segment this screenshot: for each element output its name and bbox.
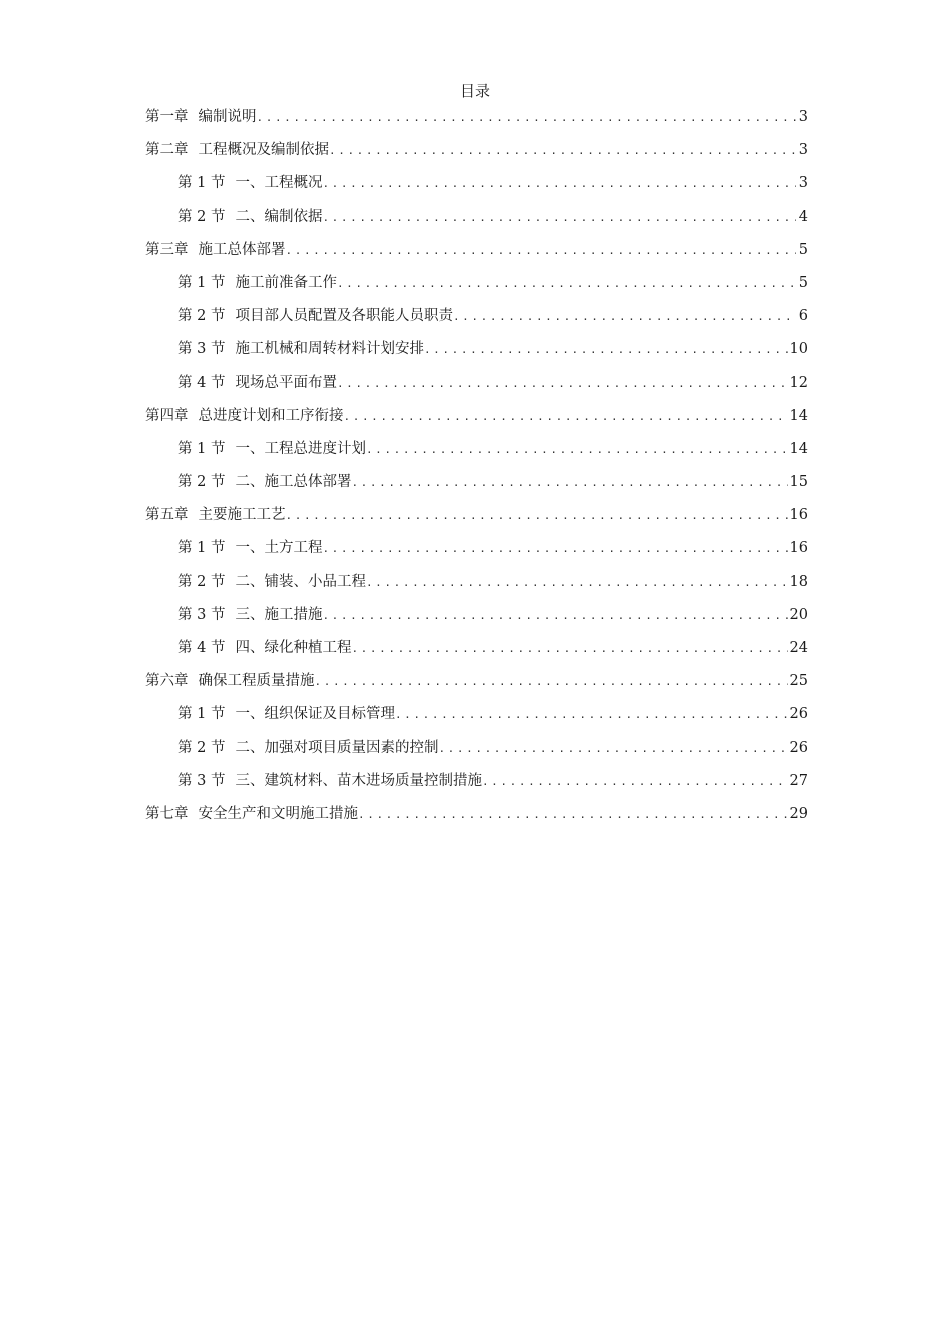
- toc-entry-label: [178, 571, 366, 593]
- toc-entry-number: 第 1 节: [178, 706, 226, 723]
- toc-entry-number: 第 1 节: [178, 274, 226, 291]
- dot-leader: [286, 505, 788, 527]
- dot-leader: [358, 804, 788, 826]
- toc-entry-text: 二、编制依据: [235, 208, 323, 225]
- toc-entry[interactable]: [145, 637, 808, 670]
- toc-entry-number: 第 3 节: [178, 772, 226, 789]
- toc-entry[interactable]: [145, 405, 808, 438]
- toc-entry-text: 现场总平面布置: [235, 374, 337, 391]
- toc-entry-text: 施工前准备工作: [235, 274, 337, 291]
- toc-entry-page: 5: [798, 274, 808, 291]
- toc-entry[interactable]: [145, 272, 808, 305]
- toc-entry-number: 第 2 节: [178, 739, 226, 756]
- toc-entry[interactable]: [145, 206, 808, 239]
- toc-entry-label: [145, 504, 286, 526]
- toc-entry-page: 20: [789, 606, 808, 623]
- toc-entry-page: 3: [798, 175, 808, 192]
- toc-entry-label: [178, 438, 366, 460]
- toc-entry-page: 16: [789, 540, 808, 557]
- toc-entry[interactable]: [145, 139, 808, 172]
- toc-entry-number: 第 2 节: [178, 308, 226, 325]
- toc-entry-text: 四、绿化种植工程: [235, 640, 352, 656]
- toc-entry-label: [178, 305, 453, 327]
- toc-entry-text: 工程概况及编制依据: [198, 142, 329, 159]
- toc-entry-page: 10: [789, 341, 808, 358]
- toc-entry-label: [178, 471, 351, 493]
- toc-entry[interactable]: [145, 504, 808, 537]
- toc-entry-page: 12: [789, 374, 808, 391]
- dot-leader: [424, 339, 788, 361]
- toc-entry[interactable]: [145, 770, 808, 803]
- toc-entry-label: [178, 372, 337, 394]
- toc-entry-number: 第三章: [145, 241, 189, 258]
- toc-entry-page: 18: [789, 573, 808, 590]
- toc-entry-number: 第 3 节: [178, 606, 226, 623]
- toc-entry[interactable]: [145, 670, 808, 703]
- dot-leader: [337, 273, 796, 295]
- toc-entry-page: 26: [789, 706, 808, 723]
- toc-entry-label: [178, 206, 322, 228]
- toc-entry-page: 16: [789, 507, 808, 524]
- toc-entry[interactable]: [145, 604, 808, 637]
- toc-entry-number: 第 1 节: [178, 440, 226, 457]
- toc-entry[interactable]: [145, 737, 808, 770]
- toc-entry-text: 总进度计划和工序衔接: [198, 407, 344, 424]
- toc-entry-number: 第 1 节: [178, 175, 226, 192]
- dot-leader: [395, 704, 788, 726]
- toc-entry-text: 安全生产和文明施工措施: [198, 805, 358, 822]
- toc-entry-label: [145, 239, 286, 261]
- toc-entry[interactable]: [145, 239, 808, 272]
- toc-entry-label: [178, 637, 351, 659]
- toc-entry-label: [178, 737, 438, 759]
- toc-entry-number: 第 3 节: [178, 341, 226, 358]
- dot-leader: [366, 572, 788, 594]
- toc-entry[interactable]: [145, 803, 808, 836]
- toc-entry-page: 24: [789, 640, 808, 656]
- dot-leader: [322, 173, 796, 195]
- toc-entry-text: 三、施工措施: [235, 606, 323, 623]
- toc-entry-text: 一、工程概况: [235, 175, 323, 192]
- toc-entry[interactable]: [145, 372, 808, 405]
- toc-entry[interactable]: [145, 106, 808, 139]
- toc-title: 目录: [459, 82, 490, 100]
- toc-entry-page: 26: [789, 739, 808, 756]
- toc-entry-page: 5: [798, 241, 808, 258]
- toc-entry-number: 第五章: [145, 507, 189, 524]
- toc-entry-text: 一、土方工程: [235, 540, 323, 557]
- toc-entry-text: 施工机械和周转材料计划安排: [235, 341, 424, 358]
- dot-leader: [322, 207, 796, 229]
- toc-entry-page: 25: [789, 673, 808, 690]
- toc-entry-label: [178, 770, 482, 792]
- toc-entry-text: 二、铺装、小品工程: [235, 573, 366, 590]
- dot-leader: [482, 771, 788, 793]
- dot-leader: [453, 306, 796, 328]
- toc-entry-page: 27: [789, 772, 808, 789]
- toc-entry-label: [145, 803, 358, 825]
- toc-entry-number: 第二章: [145, 142, 189, 159]
- toc-entry-number: 第四章: [145, 407, 189, 424]
- dot-leader: [344, 406, 788, 428]
- toc-entry[interactable]: [145, 703, 808, 736]
- toc-entry-page: 29: [789, 805, 808, 822]
- dot-leader: [315, 671, 788, 693]
- toc-entry[interactable]: [145, 571, 808, 604]
- dot-leader: [337, 373, 788, 395]
- toc-entry-label: [178, 172, 322, 194]
- toc-entry[interactable]: [145, 305, 808, 338]
- toc-list: [145, 106, 808, 836]
- dot-leader: [322, 605, 787, 627]
- toc-entry-number: 第 4 节: [178, 640, 226, 656]
- toc-entry-number: 第 2 节: [178, 474, 226, 491]
- toc-entry-page: 3: [798, 142, 808, 159]
- toc-entry-number: 第 2 节: [178, 573, 226, 590]
- toc-entry-text: 确保工程质量措施: [198, 673, 315, 690]
- toc-entry-number: 第 4 节: [178, 374, 226, 391]
- toc-entry-label: [145, 405, 344, 427]
- dot-leader: [351, 472, 787, 494]
- toc-entry[interactable]: [145, 438, 808, 471]
- toc-entry[interactable]: [145, 172, 808, 205]
- toc-entry-text: 主要施工工艺: [198, 507, 286, 524]
- dot-leader: [351, 638, 787, 660]
- toc-entry-page: 14: [789, 407, 808, 424]
- toc-entry-number: 第 2 节: [178, 208, 226, 225]
- dot-leader: [438, 738, 787, 760]
- toc-entry-text: 二、加强对项目质量因素的控制: [235, 739, 439, 756]
- toc-entry-label: [145, 670, 315, 692]
- toc-entry[interactable]: [145, 537, 808, 570]
- toc-entry-text: 一、组织保证及目标管理: [235, 706, 395, 723]
- dot-leader: [257, 107, 797, 129]
- toc-entry[interactable]: [145, 338, 808, 371]
- toc-entry-number: 第六章: [145, 673, 189, 690]
- dot-leader: [329, 140, 796, 162]
- toc-entry-text: 编制说明: [198, 109, 257, 125]
- toc-entry-label: [178, 272, 337, 294]
- toc-entry[interactable]: [145, 471, 808, 504]
- toc-entry-page: 3: [798, 109, 808, 125]
- dot-leader: [286, 240, 797, 262]
- dot-leader: [366, 439, 788, 461]
- toc-entry-text: 一、工程总进度计划: [235, 440, 366, 457]
- toc-entry-number: 第七章: [145, 805, 189, 822]
- toc-entry-page: 15: [789, 474, 808, 491]
- toc-entry-label: [178, 703, 395, 725]
- toc-entry-label: [145, 106, 257, 128]
- toc-entry-page: 14: [789, 440, 808, 457]
- toc-entry-label: [178, 604, 322, 626]
- toc-entry-number: 第一章: [145, 109, 189, 125]
- toc-entry-number: 第 1 节: [178, 540, 226, 557]
- toc-entry-label: [178, 338, 424, 360]
- toc-entry-label: [178, 537, 322, 559]
- toc-entry-text: 项目部人员配置及各职能人员职责: [235, 308, 453, 325]
- dot-leader: [322, 538, 787, 560]
- toc-entry-text: 三、建筑材料、苗木进场质量控制措施: [235, 772, 482, 789]
- toc-entry-page: 4: [798, 208, 808, 225]
- toc-entry-label: [145, 139, 329, 161]
- toc-entry-text: 二、施工总体部署: [235, 474, 352, 491]
- toc-entry-text: 施工总体部署: [198, 241, 286, 258]
- toc-entry-page: 6: [798, 308, 808, 325]
